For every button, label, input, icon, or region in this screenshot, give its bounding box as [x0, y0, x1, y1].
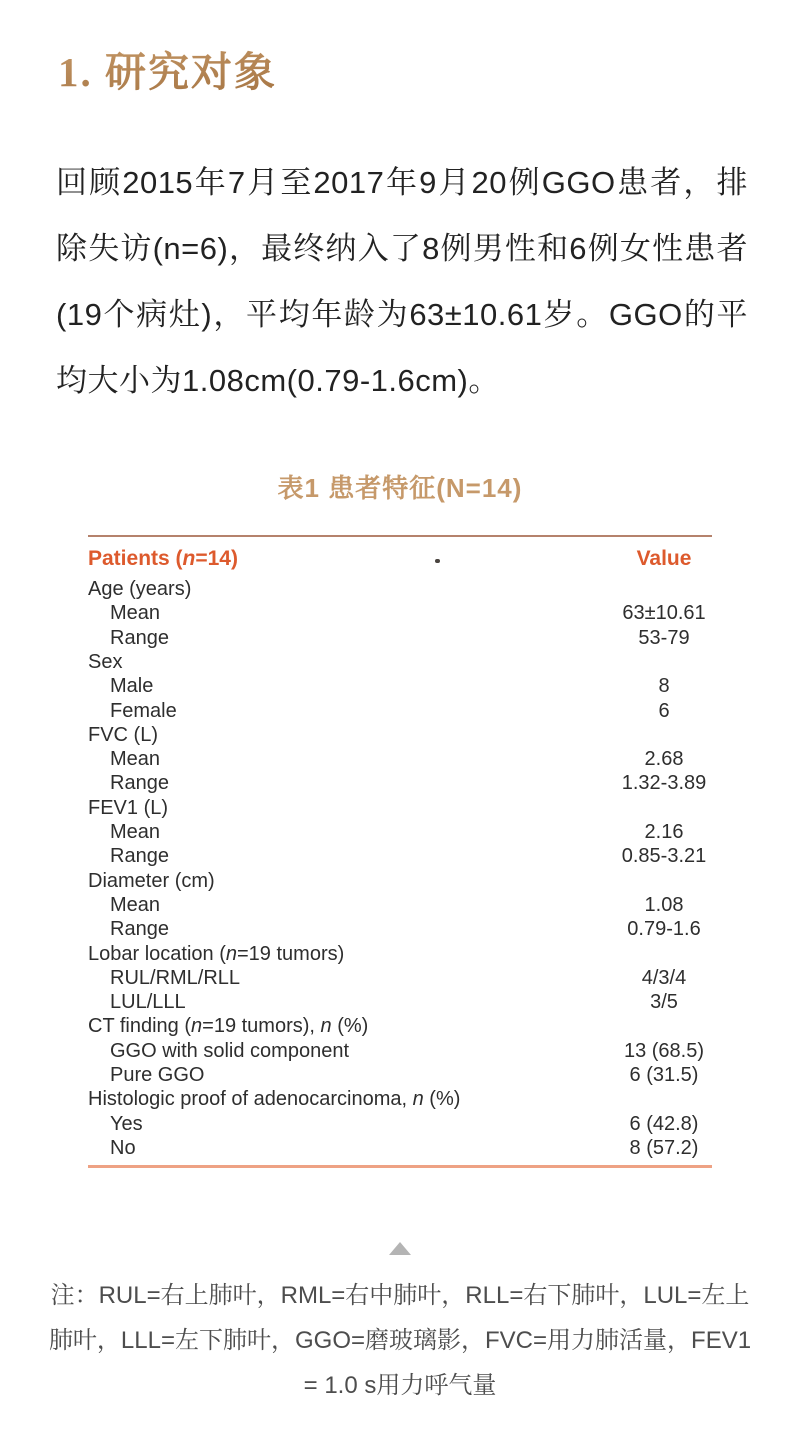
table-row [88, 674, 712, 698]
row-label: GGO with solid component [110, 1039, 349, 1062]
section-heading: 1. 研究对象 [0, 0, 800, 95]
table-header-patients: Patients (n=14) [88, 547, 238, 571]
table-row [88, 1039, 712, 1063]
row-label: Range [110, 626, 169, 649]
row-value: 1.32-3.89 [621, 772, 707, 795]
row-label: Mean [110, 893, 161, 916]
table-row [88, 771, 712, 795]
table-row [88, 917, 712, 941]
table-row [88, 893, 712, 917]
row-label: Yes [110, 1112, 143, 1135]
row-label: Male [110, 675, 154, 698]
row-value: 1.08 [644, 893, 684, 916]
table-row [88, 650, 712, 674]
collapse-triangle-icon[interactable] [389, 1242, 411, 1255]
row-label: Diameter (cm) [88, 869, 215, 892]
row-label: Sex [88, 650, 123, 673]
row-label: Age (years) [88, 578, 192, 601]
table-row [88, 747, 712, 771]
row-label: Mean [110, 602, 161, 625]
row-value: 53-79 [638, 626, 690, 649]
row-label: Pure GGO [110, 1064, 205, 1087]
row-label: FVC (L) [88, 723, 158, 746]
row-value: 6 (42.8) [629, 1112, 699, 1135]
row-value: 3/5 [650, 991, 678, 1014]
row-value: 6 (31.5) [629, 1064, 699, 1087]
row-value: 0.79-1.6 [627, 918, 701, 941]
table-row [88, 1136, 712, 1160]
table-row [88, 820, 712, 844]
table-row [88, 966, 712, 990]
table-row [88, 577, 712, 601]
row-label: CT finding (n=19 tumors), n (%) [88, 1015, 369, 1038]
table-body [88, 577, 712, 1160]
row-value: 8 [658, 675, 670, 698]
table-row [88, 942, 712, 966]
row-label: Mean [110, 821, 161, 844]
table-row [88, 990, 712, 1014]
table-row [88, 1112, 712, 1136]
patient-table [88, 535, 712, 1168]
row-value: 2.68 [644, 748, 684, 771]
row-value: 0.85-3.21 [621, 845, 707, 868]
row-label: Mean [110, 748, 161, 771]
row-label: Range [110, 845, 169, 868]
table-row [88, 1087, 712, 1111]
table-caption: 表1 患者特征(N=14) [277, 473, 523, 504]
row-label: FEV1 (L) [88, 796, 169, 819]
table-row [88, 626, 712, 650]
table-row [88, 699, 712, 723]
row-value: 6 [658, 699, 670, 722]
table-header-value: Value [636, 547, 692, 571]
table-row [88, 723, 712, 747]
row-label: LUL/LLL [110, 991, 186, 1014]
table-footnote: 注：RUL=右上肺叶，RML=右中肺叶，RLL=右下肺叶，LUL=左上肺叶，LLL=左下肺叶，GGO=磨玻璃影，FVC=用力肺活量，FEV1 = 1.0 s用力呼气量 [48, 1282, 752, 1400]
patient-table-figure [0, 535, 800, 1168]
table-row [88, 869, 712, 893]
row-value: 2.16 [644, 821, 684, 844]
table-row [88, 844, 712, 868]
row-label: Lobar location (n=19 tumors) [88, 942, 345, 965]
row-label: Female [110, 699, 177, 722]
row-label: Range [110, 918, 169, 941]
row-label: Range [110, 772, 169, 795]
table-row [88, 1014, 712, 1038]
row-label: RUL/RML/RLL [110, 966, 241, 989]
row-value: 4/3/4 [641, 966, 687, 989]
row-value: 8 (57.2) [629, 1136, 699, 1159]
row-value: 13 (68.5) [623, 1039, 705, 1062]
row-label: Histologic proof of adenocarcinoma, n (%) [88, 1088, 461, 1111]
table-row [88, 601, 712, 625]
table-header-row [88, 537, 712, 577]
table-row [88, 1063, 712, 1087]
table-row [88, 796, 712, 820]
row-label: No [110, 1136, 136, 1159]
intro-paragraph: 回顾2015年7月至2017年9月20例GGO患者，排除失访(n=6)，最终纳入了8例男性和6例女性患者(19个病灶)，平均年龄为63±10.61岁。GGO的平均大小为1.08cm(0.79-1.6cm)。 [56, 165, 748, 399]
row-value: 63±10.61 [622, 602, 706, 625]
